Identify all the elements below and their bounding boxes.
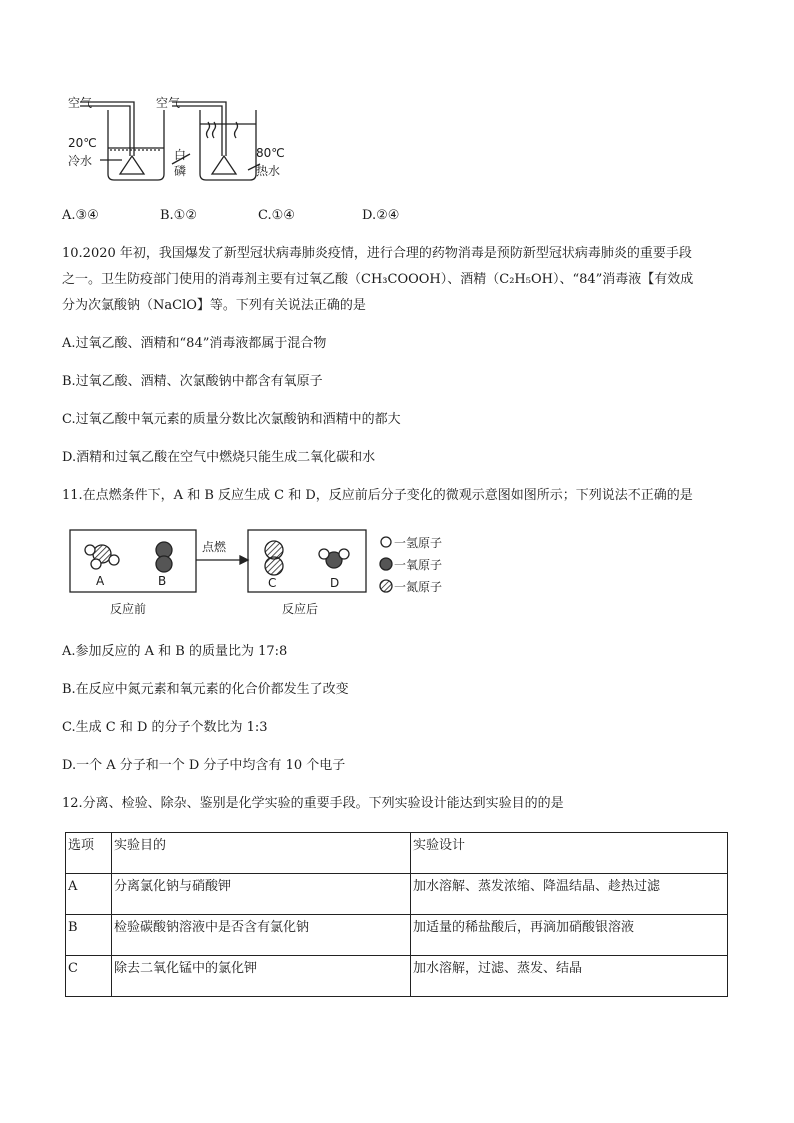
table-cell: 加水溶解，过滤、蒸发、结晶: [411, 956, 728, 997]
q11-option-a[interactable]: A.参加反应的 A 和 B 的质量比为 17:8: [62, 644, 288, 659]
label-d: D: [330, 576, 340, 590]
q12-table: [65, 832, 728, 997]
table-row: [66, 956, 728, 997]
table-cell: C: [66, 956, 112, 997]
table-row: [66, 874, 728, 915]
caption-before: 反应前: [110, 602, 147, 616]
phosphorus-label-2: 磷: [174, 164, 187, 178]
table-cell: A: [66, 874, 112, 915]
q10-stem-line1: 10.2020 年初，我国爆发了新型冠状病毒肺炎疫情，进行合理的药物消毒是预防新型冠状病毒肺炎的重要手段: [62, 246, 692, 261]
table-header-goal: 实验目的: [112, 833, 411, 874]
left-water-label: 冷水: [68, 154, 93, 168]
legend-oxygen: 一氧原子: [394, 558, 443, 572]
q10-stem-line2: 之一。卫生防疫部门使用的消毒剂主要有过氧乙酸（CH₃COOOH）、酒精（C₂H₅OH）、“84”消毒液【有效成: [62, 272, 694, 287]
q10-stem-line3: 分为次氯酸钠（NaClO】等。下列有关说法正确的是: [62, 298, 366, 313]
beaker-figure: [60, 88, 290, 188]
q9-option-d[interactable]: D.②④: [362, 208, 400, 223]
q9-option-a[interactable]: A.③④: [62, 208, 99, 223]
q11-option-c[interactable]: C.生成 C 和 D 的分子个数比为 1:3: [62, 720, 268, 735]
right-gas-label: 空气: [156, 96, 181, 110]
right-temp-label: 80℃: [256, 146, 285, 160]
q11-option-b[interactable]: B.在反应中氮元素和氧元素的化合价都发生了改变: [62, 682, 349, 697]
q12-stem: 12.分离、检验、除杂、鉴别是化学实验的重要手段。下列实验设计能达到实验目的的是: [62, 796, 564, 811]
q9-options: [62, 206, 462, 226]
table-cell: 加适量的稀盐酸后，再滴加硝酸银溶液: [411, 915, 728, 956]
q9-option-c[interactable]: C.①④: [258, 208, 295, 223]
caption-after: 反应后: [282, 602, 319, 616]
q11-stem: 11.在点燃条件下，A 和 B 反应生成 C 和 D，反应前后分子变化的微观示意图如图所示；下列说法不正确的是: [62, 488, 693, 503]
label-c: C: [268, 576, 277, 590]
table-cell: 分离氯化钠与硝酸钾: [112, 874, 411, 915]
q10-option-a[interactable]: A.过氧乙酸、酒精和“84”消毒液都属于混合物: [62, 336, 327, 351]
table-header-row: [66, 833, 728, 874]
table-row: [66, 915, 728, 956]
q10-option-c[interactable]: C.过氧乙酸中氧元素的质量分数比次氯酸钠和酒精中的都大: [62, 412, 401, 427]
label-a: A: [96, 574, 105, 588]
right-water-label: 热水: [256, 164, 281, 178]
table-cell: B: [66, 915, 112, 956]
table-cell: 加水溶解、蒸发浓缩、降温结晶、趁热过滤: [411, 874, 728, 915]
q10-option-b[interactable]: B.过氧乙酸、酒精、次氯酸钠中都含有氧原子: [62, 374, 323, 389]
q9-option-b[interactable]: B.①②: [160, 208, 197, 223]
table-cell: 检验碳酸钠溶液中是否含有氯化钠: [112, 915, 411, 956]
legend-hydrogen: 一氢原子: [394, 536, 443, 550]
q10-option-d[interactable]: D.酒精和过氧乙酸在空气中燃烧只能生成二氧化碳和水: [62, 450, 376, 465]
arrow-label: 点燃: [202, 540, 227, 554]
q11-option-d[interactable]: D.一个 A 分子和一个 D 分子中均含有 10 个电子: [62, 758, 346, 773]
label-b: B: [158, 574, 167, 588]
left-gas-label: 空气: [68, 96, 93, 110]
legend-nitrogen: 一氮原子: [394, 580, 443, 594]
table-header-option: 选项: [66, 833, 112, 874]
table-cell: 除去二氧化锰中的氯化钾: [112, 956, 411, 997]
reaction-figure: [68, 528, 468, 622]
phosphorus-label-1: 白: [174, 148, 187, 162]
left-temp-label: 20℃: [68, 136, 97, 150]
table-header-design: 实验设计: [411, 833, 728, 874]
